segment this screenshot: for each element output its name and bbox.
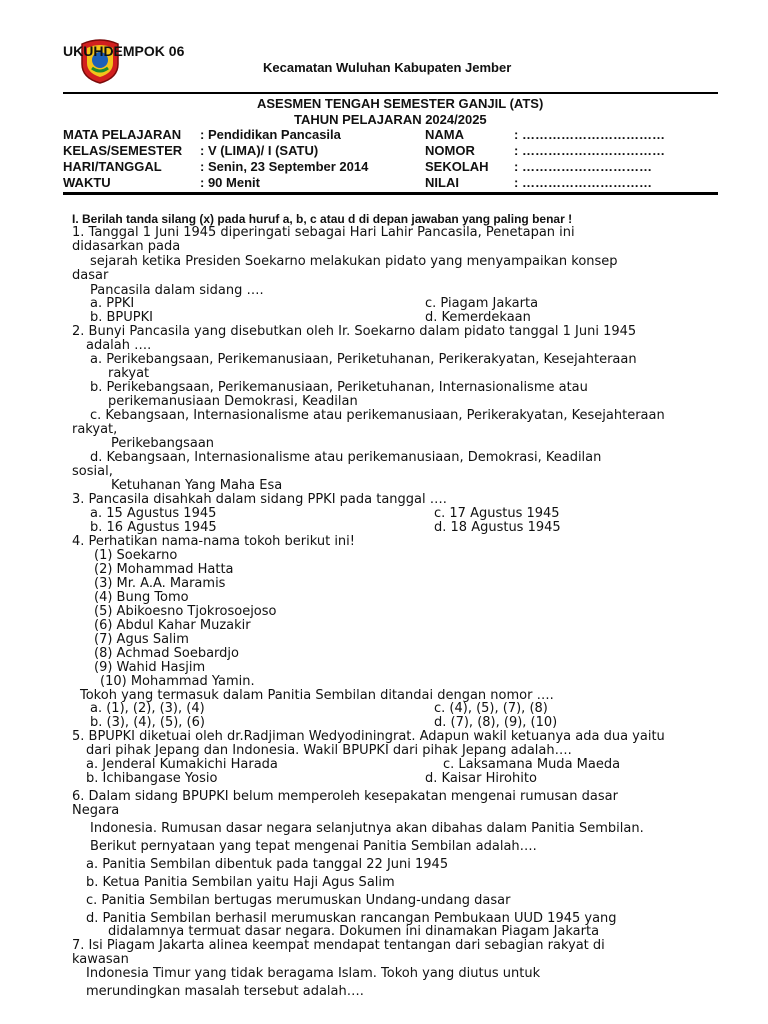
question-line: a. PPKI (90, 296, 135, 311)
question-line: a. 15 Agustus 1945 (90, 506, 217, 521)
question-line: d. 18 Agustus 1945 (434, 520, 561, 535)
question-line: d. Kaisar Hirohito (425, 771, 537, 786)
school-name: UKUHDEMPOK 06 (63, 43, 185, 59)
info-label: WAKTU (63, 175, 111, 190)
question-line: d. (7), (8), (9), (10) (434, 715, 558, 730)
info-value-2: : …………………………… (514, 143, 665, 158)
question-line: (7) Agus Salim (94, 632, 189, 647)
question-line: Negara (72, 803, 120, 818)
question-line: (5) Abikoesno Tjokrosoejoso (94, 604, 277, 619)
question-line: a. (1), (2), (3), (4) (90, 701, 205, 716)
question-line: 4. Perhatikan nama-nama tokoh berikut ini! (72, 534, 355, 549)
question-line: dasar (72, 268, 109, 283)
info-divider (63, 192, 718, 195)
question-line: Ketuhanan Yang Maha Esa (111, 478, 283, 493)
question-line: perikemanusiaan Demokrasi, Keadilan (108, 394, 358, 409)
instruction-text: I. Berilah tanda silang (x) pada huruf a, b, c atau d di depan jawaban yang paling benar ! (72, 212, 573, 226)
info-label-2: NOMOR (425, 143, 475, 158)
question-line: (3) Mr. A.A. Maramis (94, 576, 226, 591)
question-line: Pancasila dalam sidang …. (90, 283, 264, 298)
question-line: c. Piagam Jakarta (425, 296, 539, 311)
question-line: adalah …. (86, 338, 152, 353)
question-line: Tokoh yang termasuk dalam Panitia Sembilan ditandai dengan nomor …. (80, 688, 554, 703)
question-line: 2. Bunyi Pancasila yang disebutkan oleh Ir. Soekarno dalam pidato tanggal 1 Juni 1945 (72, 324, 637, 339)
question-line: 3. Pancasila disahkah dalam sidang PPKI pada tanggal …. (72, 492, 447, 507)
question-line: kawasan (72, 952, 129, 967)
question-line: d. Kebangsaan, Internasionalisme atau perikemanusiaan, Demokrasi, Keadilan (90, 450, 602, 465)
question-line: 7. Isi Piagam Jakarta alinea keempat mendapat tentangan dari sebagian rakyat di (72, 938, 605, 953)
question-line: didasarkan pada (72, 239, 181, 254)
question-line: Indonesia. Rumusan dasar negara selanjutnya akan dibahas dalam Panitia Sembilan. (90, 821, 644, 836)
question-line: b. BPUPKI (90, 310, 153, 325)
question-line: (2) Mohammad Hatta (94, 562, 234, 577)
info-label: MATA PELAJARAN (63, 127, 182, 142)
question-line: a. Jenderal Kumakichi Harada (86, 757, 278, 772)
info-value: : Senin, 23 September 2014 (200, 159, 369, 174)
question-line: d. Panitia Sembilan berhasil merumuskan rancangan Pembukaan UUD 1945 yang (86, 911, 617, 926)
info-value: : Pendidikan Pancasila (200, 127, 341, 142)
question-line: Indonesia Timur yang tidak beragama Islam. Tokoh yang diutus untuk (86, 966, 541, 981)
question-line: sosial, (72, 464, 113, 479)
question-line: c. Laksamana Muda Maeda (443, 757, 621, 772)
question-line: Berikut pernyataan yang tepat mengenai Panitia Sembilan adalah…. (90, 839, 537, 854)
question-line: c. 17 Agustus 1945 (434, 506, 560, 521)
info-value-2: : ………………………… (514, 175, 652, 190)
question-line: (6) Abdul Kahar Muzakir (94, 618, 251, 633)
question-line: (1) Soekarno (94, 548, 178, 563)
question-line: c. (4), (5), (7), (8) (434, 701, 548, 716)
info-label-2: NILAI (425, 175, 459, 190)
info-label: HARI/TANGGAL (63, 159, 162, 174)
question-line: 6. Dalam sidang BPUPKI belum memperoleh kesepakatan mengenai rumusan dasar (72, 789, 618, 804)
exam-year: TAHUN PELAJARAN 2024/2025 (294, 112, 487, 127)
question-line: b. Ketua Panitia Sembilan yaitu Haji Agus Salim (86, 875, 395, 890)
info-label-2: NAMA (425, 127, 464, 142)
question-line: dari pihak Jepang dan Indonesia. Wakil BPUPKI dari pihak Jepang adalah…. (86, 743, 572, 758)
info-label: KELAS/SEMESTER (63, 143, 183, 158)
question-line: a. Perikebangsaan, Perikemanusiaan, Periketuhanan, Perikerakyatan, Kesejahteraan (90, 352, 637, 367)
info-value-2: : ………………………… (514, 159, 652, 174)
question-line: merundingkan masalah tersebut adalah…. (86, 984, 364, 999)
question-line: rakyat, (72, 422, 118, 437)
question-line: b. (3), (4), (5), (6) (90, 715, 205, 730)
info-value: : V (LIMA)/ I (SATU) (200, 143, 319, 158)
question-line: didalamnya termuat dasar negara. Dokumen ini dinamakan Piagam Jakarta (108, 924, 600, 939)
question-line: sejarah ketika Presiden Soekarno melakukan pidato yang menyampaikan konsep (90, 254, 618, 269)
question-line: c. Panitia Sembilan bertugas merumuskan Undang-undang dasar (86, 893, 511, 908)
question-line: 1. Tanggal 1 Juni 1945 diperingati sebagai Hari Lahir Pancasila, Penetapan ini (72, 225, 575, 240)
info-value-2: : …………………………… (514, 127, 665, 142)
question-line: b. Ichibangase Yosio (86, 771, 218, 786)
question-line: c. Kebangsaan, Internasionalisme atau perikemanusiaan, Perikerakyatan, Kesejahteraan (90, 408, 665, 423)
info-value: : 90 Menit (200, 175, 260, 190)
question-line: d. Kemerdekaan (425, 310, 531, 325)
question-line: a. Panitia Sembilan dibentuk pada tanggal 22 Juni 1945 (86, 857, 449, 872)
question-line: (9) Wahid Hasjim (94, 660, 206, 675)
district-name: Kecamatan Wuluhan Kabupaten Jember (263, 60, 512, 75)
question-line: (4) Bung Tomo (94, 590, 189, 605)
info-label-2: SEKOLAH (425, 159, 489, 174)
question-line: rakyat (108, 366, 150, 381)
question-line: (10) Mohammad Yamin. (100, 674, 255, 689)
question-line: 5. BPUPKI diketuai oleh dr.Radjiman Wedyodiningrat. Adapun wakil ketuanya ada dua yaitu (72, 729, 665, 744)
question-line: Perikebangsaan (111, 436, 215, 451)
question-line: b. Perikebangsaan, Perikemanusiaan, Periketuhanan, Internasionalisme atau (90, 380, 588, 395)
header-divider (63, 92, 718, 94)
question-line: (8) Achmad Soebardjo (94, 646, 239, 661)
exam-title: ASESMEN TENGAH SEMESTER GANJIL (ATS) (257, 96, 544, 111)
question-line: b. 16 Agustus 1945 (90, 520, 217, 535)
